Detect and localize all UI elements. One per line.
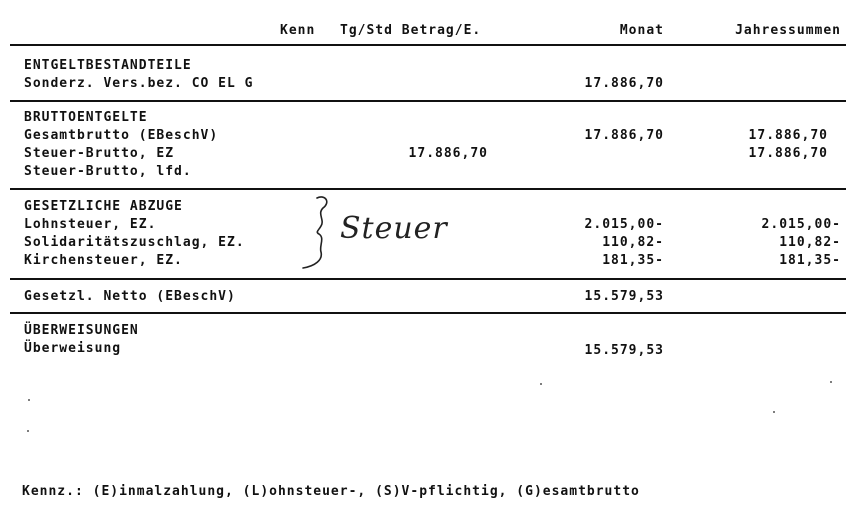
row-monat: 17.886,70 — [584, 76, 664, 91]
scan-speck — [540, 383, 542, 385]
row-label: Steuer-Brutto, lfd. — [24, 164, 192, 179]
row-monat: 17.886,70 — [584, 128, 664, 143]
section-title: ÜBERWEISUNGEN — [24, 323, 139, 338]
row-betrag: 17.886,70 — [408, 146, 488, 161]
header-divider — [10, 44, 846, 46]
row-jahr: 17.886,70 — [748, 146, 828, 161]
scan-speck — [773, 411, 775, 413]
row-label: Überweisung — [24, 341, 122, 356]
row-monat: 15.579,53 — [584, 289, 664, 304]
row-label: Steuer-Brutto, EZ — [24, 146, 175, 161]
row-label: Gesetzl. Netto (EBeschV) — [24, 289, 236, 304]
column-header-tgstd-betrag: Tg/Std Betrag/E. — [340, 23, 482, 38]
section-title: GESETZLICHE ABZUGE — [24, 199, 183, 214]
column-header-kenn: Kenn — [280, 23, 316, 38]
row-jahr: 181,35- — [779, 253, 841, 268]
column-header-jahressummen: Jahressummen — [735, 23, 841, 38]
scan-speck — [830, 381, 832, 383]
scan-speck — [27, 430, 29, 432]
row-jahr: 110,82- — [779, 235, 841, 250]
section-divider — [10, 188, 846, 190]
row-jahr: 2.015,00- — [761, 217, 841, 232]
row-monat: 181,35- — [602, 253, 664, 268]
section-divider — [10, 100, 846, 102]
row-label: Kirchensteuer, EZ. — [24, 253, 183, 268]
section-divider — [10, 312, 846, 314]
row-label: Sonderz. Vers.bez. CO EL G — [24, 76, 254, 91]
row-monat: 110,82- — [602, 235, 664, 250]
row-monat: 15.579,53 — [584, 343, 664, 358]
row-jahr: 17.886,70 — [748, 128, 828, 143]
section-title: BRUTTOENTGELTE — [24, 110, 148, 125]
section-divider — [10, 278, 846, 280]
row-monat: 2.015,00- — [584, 217, 664, 232]
scan-speck — [28, 399, 30, 401]
row-label: Gesamtbrutto (EBeschV) — [24, 128, 219, 143]
footer-legend: Kennz.: (E)inmalzahlung, (L)ohnsteuer-, (S)V-pflichtig, (G)esamtbrutto — [22, 484, 640, 499]
section-title: ENTGELTBESTANDTEILE — [24, 58, 192, 73]
handwritten-note: Steuer — [340, 211, 448, 246]
column-header-monat: Monat — [619, 23, 664, 38]
row-label: Lohnsteuer, EZ. — [24, 217, 157, 232]
row-label: Solidaritätszuschlag, EZ. — [24, 235, 245, 250]
